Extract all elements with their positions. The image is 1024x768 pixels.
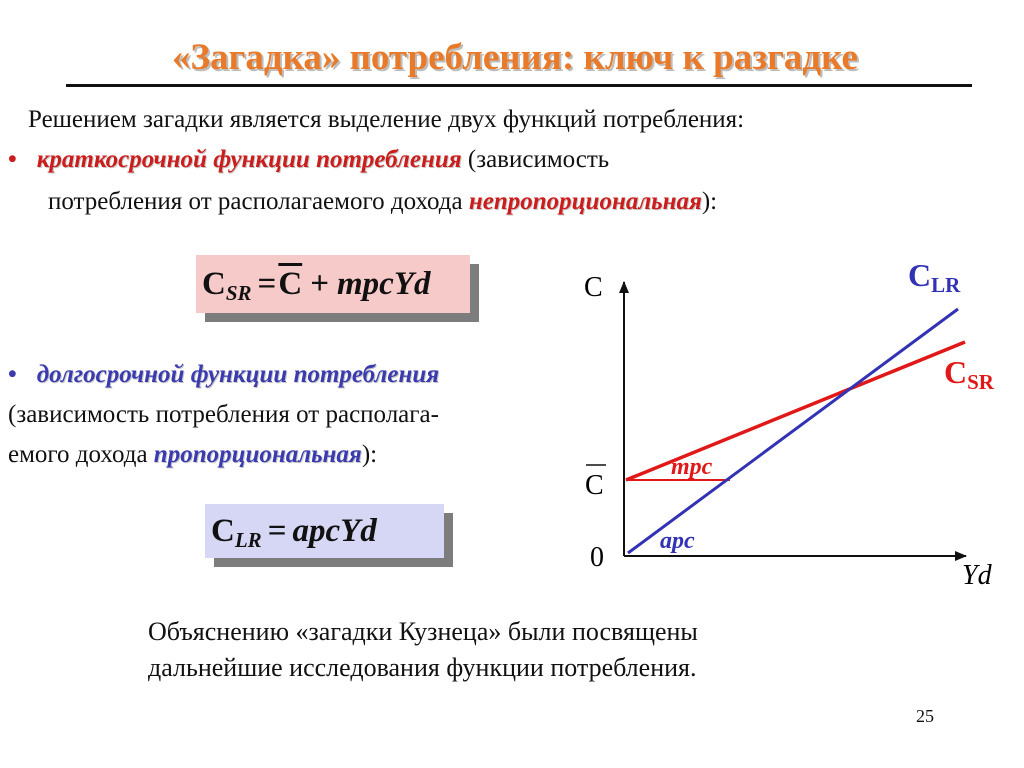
csr-sub: SR — [967, 370, 994, 394]
formula-lr-equals: = — [267, 512, 287, 549]
short-run-curve-label — [944, 354, 995, 394]
proportional-term: пропорциональная — [153, 441, 362, 468]
long-run-consumption-line — [628, 309, 958, 553]
formula-sr-subscript: SR — [225, 280, 252, 305]
short-run-text-3: ): — [701, 188, 718, 215]
formula-lr-rest: apcYd — [292, 512, 377, 549]
page-number: 25 — [916, 706, 934, 726]
slide-title: «Загадка» потребления: ключ к разгадке — [172, 37, 858, 78]
short-run-text-2: потребления от располагаемого дохода — [48, 188, 469, 215]
formula-lr-subscript: LR — [234, 527, 262, 552]
long-run-term: долгосрочной функции потребления — [36, 361, 440, 388]
clr-sub: LR — [931, 273, 961, 297]
clr-main: C — [908, 257, 932, 293]
formula-sr-rest: mpcYd — [337, 265, 431, 302]
formula-sr-equals: = — [257, 265, 277, 302]
mpc-label: mpc — [671, 454, 713, 480]
long-run-text-3: ): — [361, 441, 378, 468]
conclusion-line-1: Объяснению «загадки Кузнеца» были посвящены — [148, 617, 698, 646]
formula-sr-plus: + — [310, 265, 329, 302]
csr-main: C — [944, 354, 968, 390]
x-axis-label: Yd — [962, 560, 992, 591]
apc-label: apc — [660, 528, 695, 554]
bullet-marker: • — [8, 146, 17, 173]
nonproportional-term: непропорциональная — [468, 188, 702, 215]
bullet-marker-2: • — [8, 361, 17, 388]
conclusion-line-2: дальнейшие исследования функции потребления. — [148, 653, 697, 682]
y-axis-label: C — [584, 272, 603, 303]
intro-text: Решением загадки является выделение двух функций потребления: — [28, 106, 745, 133]
long-run-text-2: емого дохода — [8, 441, 154, 468]
short-run-text-1: (зависимость — [461, 146, 610, 173]
formula-sr-c: C — [202, 265, 226, 302]
formula-sr-cbar: $\overline{C}$ — [278, 265, 303, 302]
intercept-label: C — [585, 470, 604, 501]
long-run-curve-label — [908, 257, 961, 297]
long-run-text-1: (зависимость потребления от располага- — [8, 401, 439, 428]
formula-lr-c: C — [211, 512, 235, 549]
origin-label: 0 — [590, 542, 604, 573]
short-run-term: краткосрочной функции потребления — [36, 146, 462, 173]
